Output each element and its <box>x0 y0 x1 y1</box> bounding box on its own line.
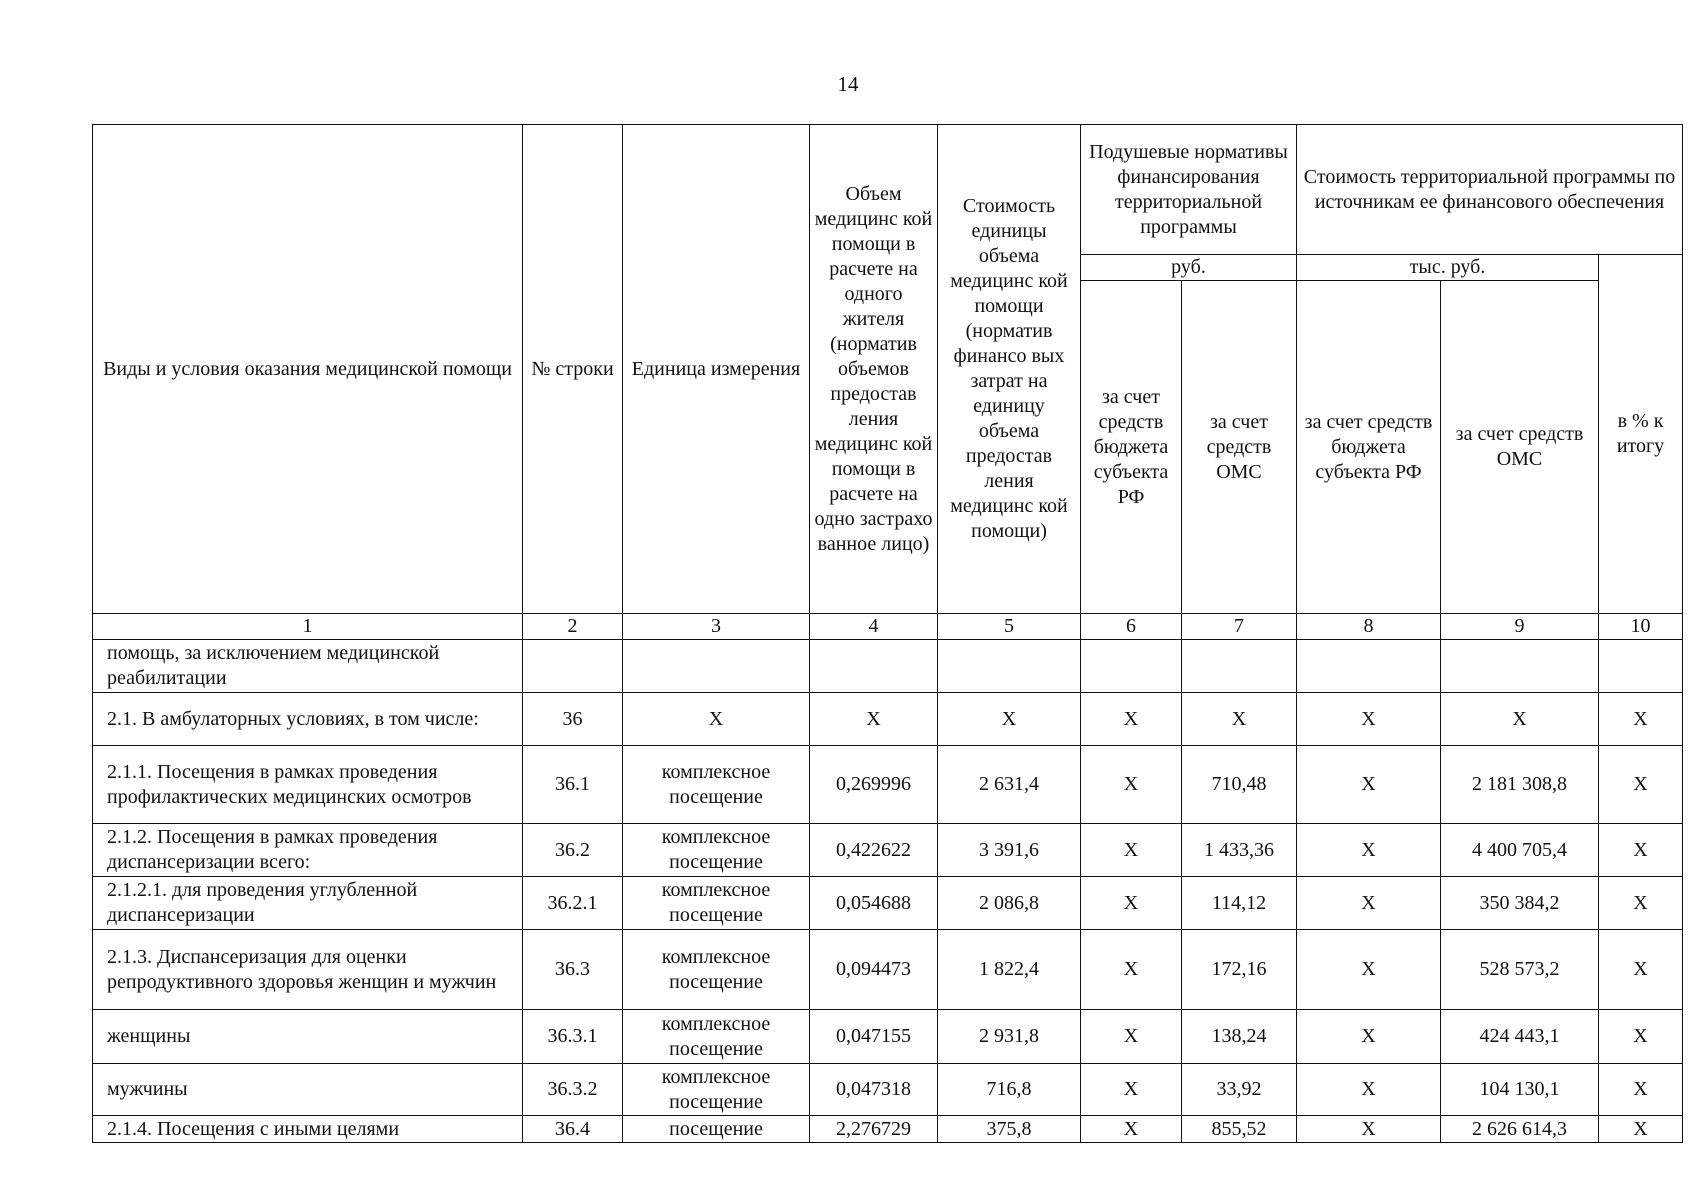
column-number: 7 <box>1182 614 1297 640</box>
row-unit <box>623 640 810 693</box>
row-c8: Х <box>1297 693 1441 746</box>
row-c8: Х <box>1297 1116 1441 1143</box>
row-c7: 114,12 <box>1182 877 1297 930</box>
header-col-9: за счет средств ОМС <box>1441 281 1599 614</box>
header-col-1: Виды и условия оказания медицинской помощи <box>93 125 523 614</box>
row-c9: 4 400 705,4 <box>1441 824 1599 877</box>
header-col-10: в % к итогу <box>1599 255 1683 614</box>
row-c6: Х <box>1081 746 1182 824</box>
header-col-6: за счет средств бюджета субъекта РФ <box>1081 281 1182 614</box>
row-name: 2.1.1. Посещения в рамках проведения профилактических медицинских осмотров <box>93 746 523 824</box>
header-col-8: за счет средств бюджета субъекта РФ <box>1297 281 1441 614</box>
row-unit: посещение <box>623 1116 810 1143</box>
row-c8: Х <box>1297 1010 1441 1064</box>
table-row <box>93 693 1683 746</box>
row-volume: Х <box>810 693 938 746</box>
column-number: 6 <box>1081 614 1182 640</box>
row-c6: Х <box>1081 824 1182 877</box>
row-c8: Х <box>1297 877 1441 930</box>
row-c6: Х <box>1081 1116 1182 1143</box>
header-group-per-capita: Подушевые нормативы финансирования территориальной программы <box>1081 125 1297 255</box>
table-row <box>93 1010 1683 1064</box>
table-row <box>93 746 1683 824</box>
row-name: 2.1. В амбулаторных условиях, в том числе: <box>93 693 523 746</box>
row-number: 36.4 <box>523 1116 623 1143</box>
row-unit: комплексное посещение <box>623 877 810 930</box>
row-number: 36.3 <box>523 930 623 1010</box>
header-col-3: Единица измерения <box>623 125 810 614</box>
row-c7: 855,52 <box>1182 1116 1297 1143</box>
row-name: 2.1.4. Посещения с иными целями <box>93 1116 523 1143</box>
row-unit: комплексное посещение <box>623 1010 810 1064</box>
header-col-7: за счет средств ОМС <box>1182 281 1297 614</box>
table-row <box>93 1064 1683 1116</box>
row-name: 2.1.2.1. для проведения углубленной диспансеризации <box>93 877 523 930</box>
column-number: 1 <box>93 614 523 640</box>
row-c7: 710,48 <box>1182 746 1297 824</box>
row-c7: 138,24 <box>1182 1010 1297 1064</box>
row-c7: Х <box>1182 693 1297 746</box>
row-name: женщины <box>93 1010 523 1064</box>
row-c10: Х <box>1599 824 1683 877</box>
row-c10: Х <box>1599 877 1683 930</box>
row-name: мужчины <box>93 1064 523 1116</box>
row-number: 36.1 <box>523 746 623 824</box>
row-c9: 350 384,2 <box>1441 877 1599 930</box>
row-number: 36.2.1 <box>523 877 623 930</box>
row-c9: 2 181 308,8 <box>1441 746 1599 824</box>
row-number: 36.3.1 <box>523 1010 623 1064</box>
row-c9 <box>1441 640 1599 693</box>
table-row <box>93 1116 1683 1143</box>
row-c7 <box>1182 640 1297 693</box>
row-unit-cost: 2 631,4 <box>938 746 1081 824</box>
row-c9: 424 443,1 <box>1441 1010 1599 1064</box>
column-number: 5 <box>938 614 1081 640</box>
row-c7: 1 433,36 <box>1182 824 1297 877</box>
row-c6 <box>1081 640 1182 693</box>
row-c10: Х <box>1599 746 1683 824</box>
row-volume: 0,047318 <box>810 1064 938 1116</box>
table-row <box>93 824 1683 877</box>
row-c6: Х <box>1081 693 1182 746</box>
row-c6: Х <box>1081 1064 1182 1116</box>
row-number: 36 <box>523 693 623 746</box>
row-c8 <box>1297 640 1441 693</box>
row-name: помощь, за исключением медицинской реабилитации <box>93 640 523 693</box>
row-c10 <box>1599 640 1683 693</box>
table-row <box>93 640 1683 693</box>
row-volume <box>810 640 938 693</box>
column-number: 9 <box>1441 614 1599 640</box>
row-c10: Х <box>1599 1064 1683 1116</box>
page-number: 14 <box>837 72 859 96</box>
row-unit-cost: 2 086,8 <box>938 877 1081 930</box>
row-c9: Х <box>1441 693 1599 746</box>
column-number: 2 <box>523 614 623 640</box>
row-number <box>523 640 623 693</box>
row-unit: Х <box>623 693 810 746</box>
column-number: 4 <box>810 614 938 640</box>
row-unit-cost: 3 391,6 <box>938 824 1081 877</box>
row-name: 2.1.3. Диспансеризация для оценки репродуктивного здоровья женщин и мужчин <box>93 930 523 1010</box>
row-c6: Х <box>1081 1010 1182 1064</box>
row-c10: Х <box>1599 930 1683 1010</box>
row-volume: 0,269996 <box>810 746 938 824</box>
column-number-row <box>93 614 1683 640</box>
header-group-cost: Стоимость территориальной программы по источникам ее финансового обеспечения <box>1297 125 1683 255</box>
row-c8: Х <box>1297 746 1441 824</box>
header-col-2: № строки <box>523 125 623 614</box>
table-row <box>93 877 1683 930</box>
header-col-4: Объем медицинс кой помощи в расчете на одного жителя (норматив объемов предостав ления медицинс кой помощи в расчете на одно застрахо ванное лицо) <box>810 125 938 614</box>
column-number: 3 <box>623 614 810 640</box>
header-col-5: Стоимость единицы объема медицинс кой помощи (норматив финансо вых затрат на единицу объема предостав ления медицинс кой помощи) <box>938 125 1081 614</box>
row-number: 36.3.2 <box>523 1064 623 1116</box>
row-volume: 0,054688 <box>810 877 938 930</box>
row-c8: Х <box>1297 930 1441 1010</box>
row-unit-cost <box>938 640 1081 693</box>
row-unit: комплексное посещение <box>623 930 810 1010</box>
row-number: 36.2 <box>523 824 623 877</box>
row-name: 2.1.2. Посещения в рамках проведения диспансеризации всего: <box>93 824 523 877</box>
row-c6: Х <box>1081 877 1182 930</box>
row-unit: комплексное посещение <box>623 1064 810 1116</box>
row-c9: 104 130,1 <box>1441 1064 1599 1116</box>
row-c10: Х <box>1599 1116 1683 1143</box>
table-row <box>93 930 1683 1010</box>
row-unit-cost: 1 822,4 <box>938 930 1081 1010</box>
row-volume: 0,047155 <box>810 1010 938 1064</box>
row-volume: 2,276729 <box>810 1116 938 1143</box>
row-volume: 0,094473 <box>810 930 938 1010</box>
row-c9: 528 573,2 <box>1441 930 1599 1010</box>
row-unit-cost: 716,8 <box>938 1064 1081 1116</box>
row-c8: Х <box>1297 824 1441 877</box>
row-unit: комплексное посещение <box>623 746 810 824</box>
financing-table <box>92 124 1683 1143</box>
row-unit-cost: Х <box>938 693 1081 746</box>
header-unit-rub: руб. <box>1081 255 1297 281</box>
row-c6: Х <box>1081 930 1182 1010</box>
row-c8: Х <box>1297 1064 1441 1116</box>
row-unit-cost: 2 931,8 <box>938 1010 1081 1064</box>
row-unit-cost: 375,8 <box>938 1116 1081 1143</box>
row-c10: Х <box>1599 693 1683 746</box>
column-number: 8 <box>1297 614 1441 640</box>
column-number: 10 <box>1599 614 1683 640</box>
row-c7: 172,16 <box>1182 930 1297 1010</box>
row-c7: 33,92 <box>1182 1064 1297 1116</box>
row-unit: комплексное посещение <box>623 824 810 877</box>
row-c9: 2 626 614,3 <box>1441 1116 1599 1143</box>
row-c10: Х <box>1599 1010 1683 1064</box>
header-unit-thous-rub: тыс. руб. <box>1297 255 1599 281</box>
row-volume: 0,422622 <box>810 824 938 877</box>
